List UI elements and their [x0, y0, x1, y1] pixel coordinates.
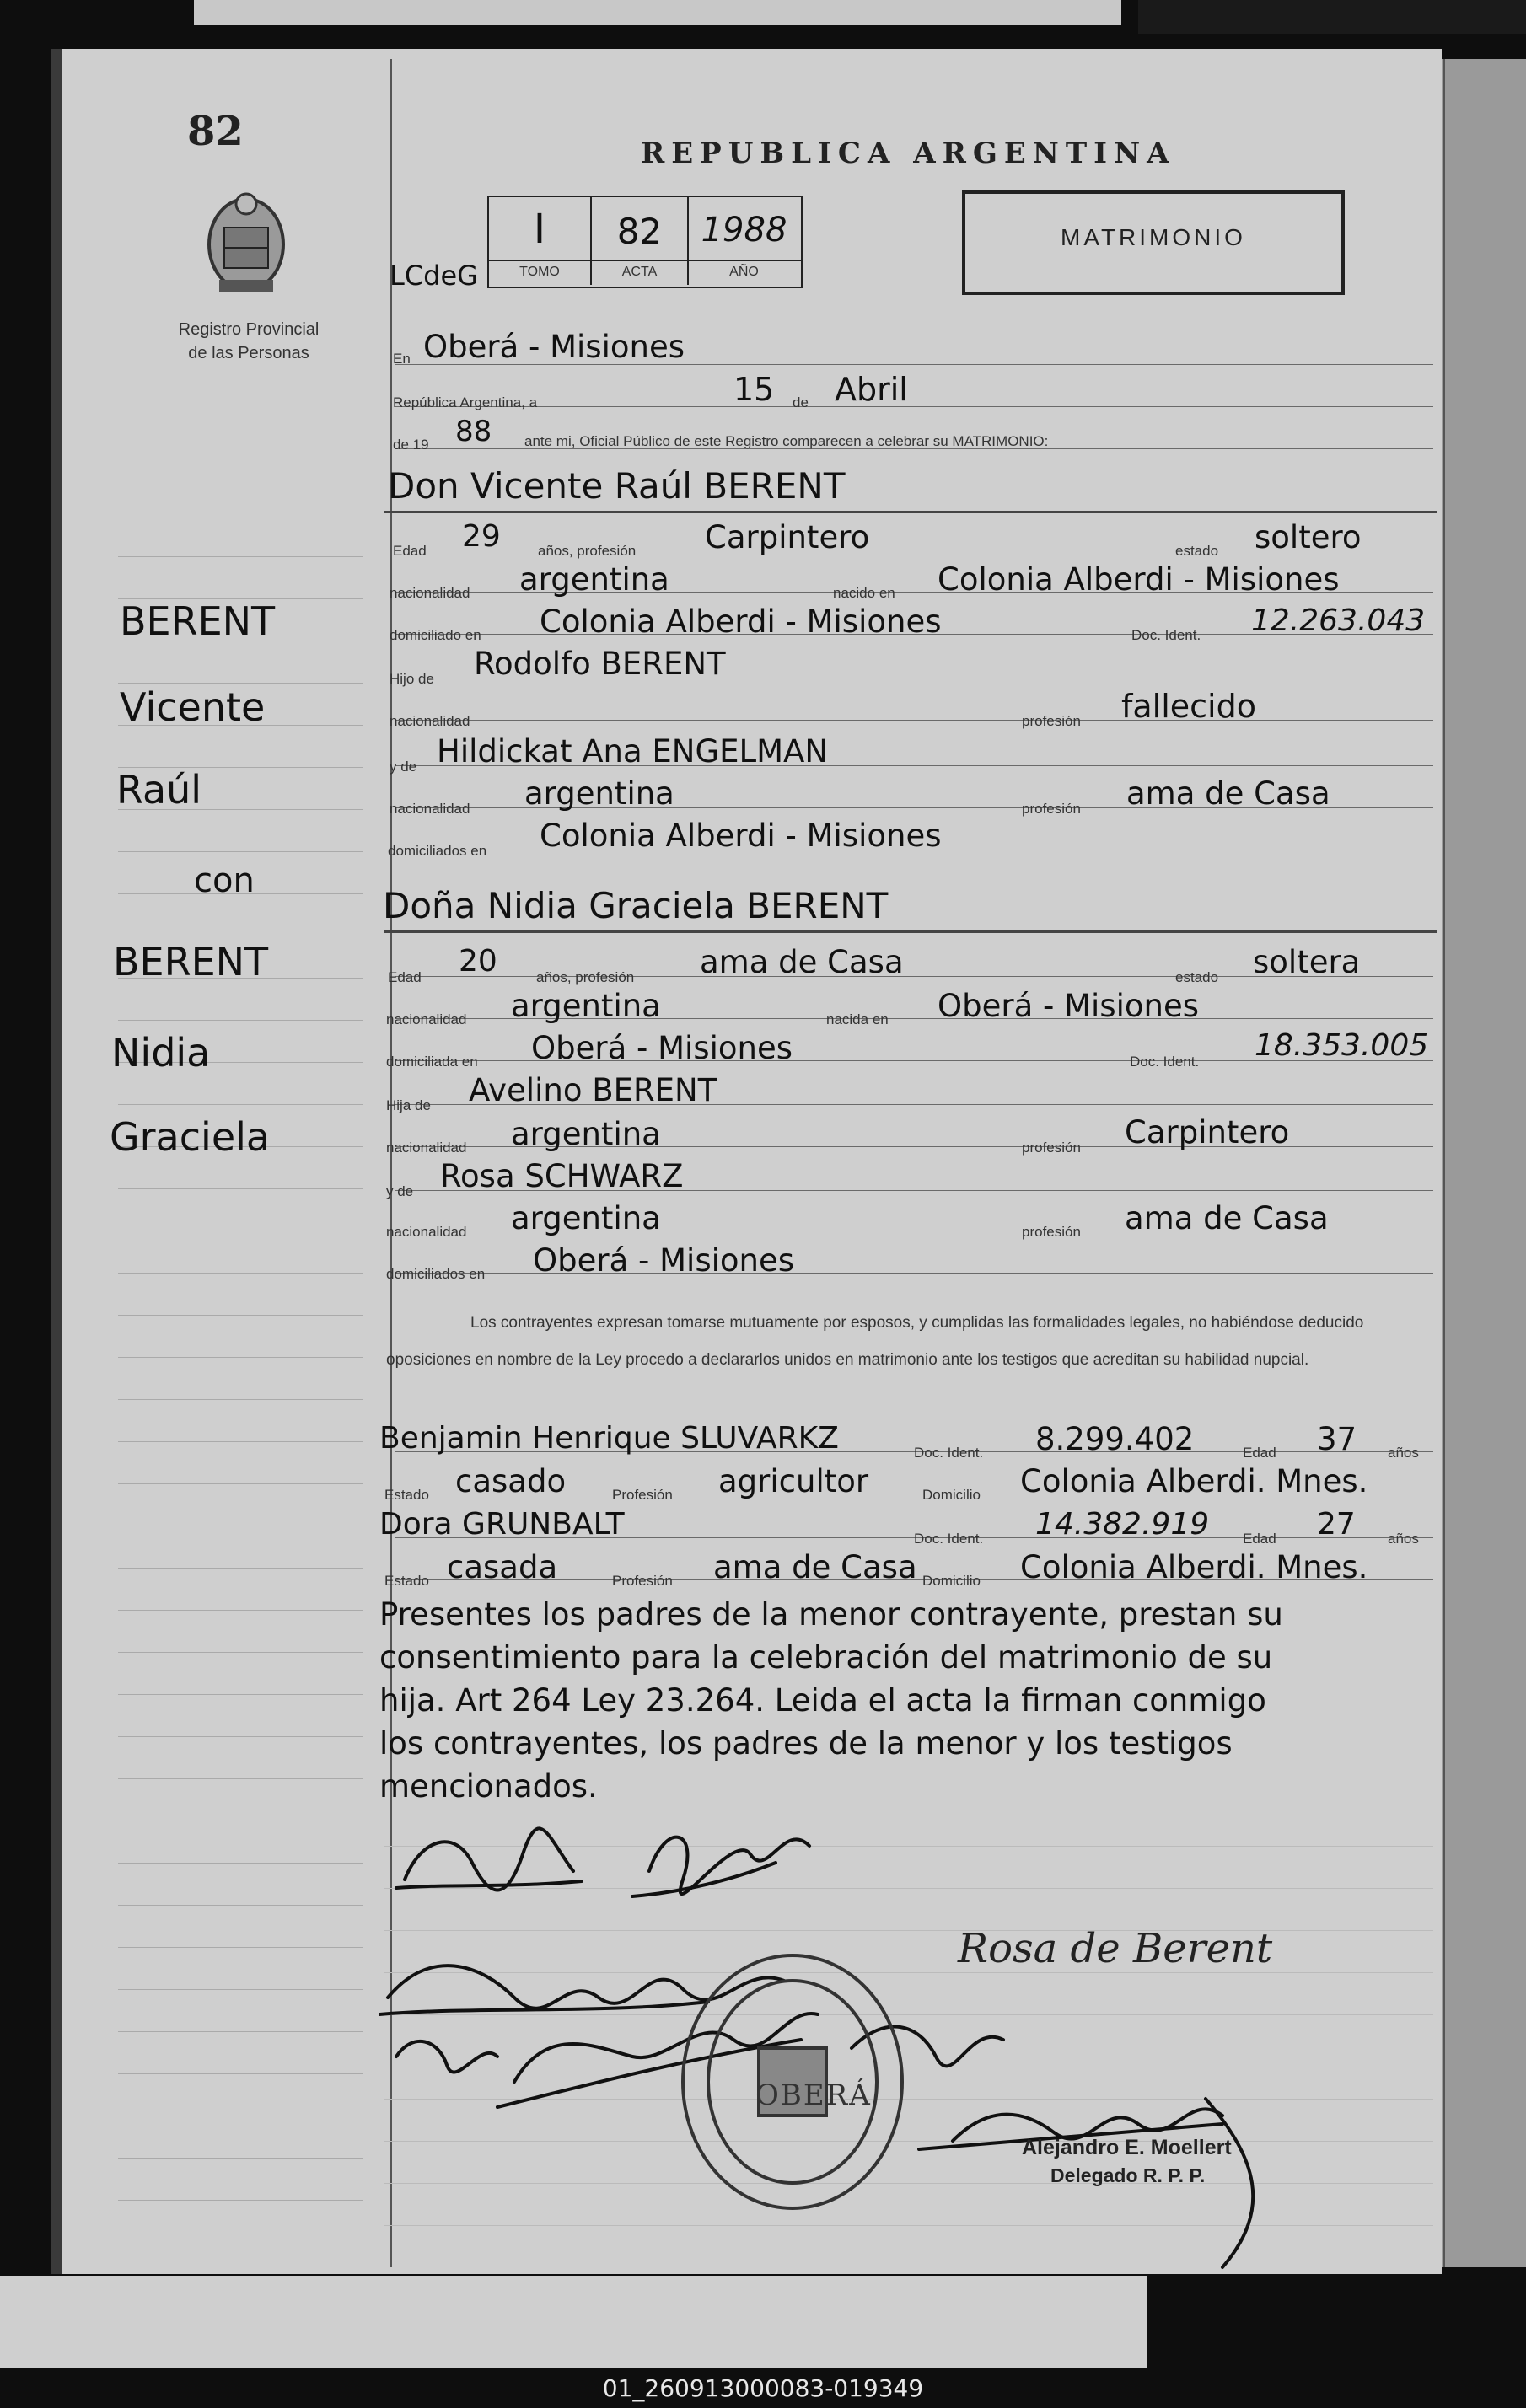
groom-nationality: argentina — [519, 561, 669, 598]
groom-name: Don Vicente Raúl BERENT — [388, 465, 846, 507]
bride-mother-prof-label: profesión — [1022, 1224, 1081, 1240]
margin-ruled-line — [118, 1568, 363, 1569]
bride-yde-label: y de — [386, 1183, 414, 1199]
margin-ruled-line — [118, 851, 363, 852]
notes-line-5: mencionados. — [379, 1768, 598, 1805]
groom-father-profession: fallecido — [1121, 688, 1256, 725]
bride-nacionalidad-label: nacionalidad — [386, 1011, 467, 1027]
witness2-status: casada — [447, 1549, 558, 1585]
year-prefix: de 19 — [393, 437, 429, 453]
witness1-doc: 8.299.402 — [1035, 1421, 1195, 1457]
en-label: En — [393, 351, 411, 367]
margin-name-3: Raúl — [116, 767, 202, 812]
groom-mother-nationality: argentina — [524, 775, 674, 812]
signatures-area — [379, 1804, 1442, 2276]
bride-doc: 18.353.005 — [1255, 1028, 1429, 1063]
witness2-domicilio-label: Domicilio — [922, 1573, 981, 1589]
right-border — [1443, 59, 1445, 2267]
year-suffix: 88 — [455, 415, 492, 448]
groom-nacionalidad-label: nacionalidad — [390, 585, 470, 601]
witness2-edad-label: Edad — [1243, 1531, 1276, 1547]
signature-name: Rosa de Berent — [958, 1925, 1273, 1972]
page-below-edge — [0, 2276, 1147, 2368]
margin-ruled-line — [118, 1736, 363, 1737]
field-underline — [395, 720, 1433, 721]
page-number: 82 — [187, 108, 244, 155]
groom-nacido-label: nacido en — [833, 585, 895, 601]
margin-ruled-line — [118, 1652, 363, 1653]
registry-line1: Registro Provincial — [178, 320, 320, 339]
witness2-profession: ama de Casa — [713, 1549, 917, 1585]
field-underline — [395, 406, 1433, 407]
margin-ruled-line — [118, 1441, 363, 1442]
place: Oberá - Misiones — [423, 329, 685, 365]
bride-parents-domicile: Oberá - Misiones — [533, 1242, 795, 1279]
margin-ruled-line — [118, 1188, 363, 1189]
groom-father-nac-label: nacionalidad — [390, 713, 470, 729]
groom-doc: 12.263.043 — [1251, 603, 1426, 638]
bride-estado-label: estado — [1175, 969, 1219, 985]
margin-name-2: Vicente — [120, 684, 266, 730]
groom-mother-prof-label: profesión — [1022, 801, 1081, 817]
margin-ruled-line — [118, 2200, 363, 2201]
bride-father-nac-label: nacionalidad — [386, 1140, 467, 1156]
official-title: Delegado R. P. P. — [1050, 2164, 1206, 2186]
groom-domiciliado-label: domiciliado en — [390, 627, 481, 643]
margin-ruled-line — [118, 1863, 363, 1864]
ano-value: 1988 — [701, 211, 787, 249]
coat-of-arms-icon — [196, 185, 297, 303]
groom-doc-label: Doc. Ident. — [1131, 627, 1201, 643]
witness2-domicile: Colonia Alberdi. Mnes. — [1020, 1549, 1368, 1585]
groom-mother-name: Hildickat Ana ENGELMAN — [437, 733, 829, 770]
bride-nationality: argentina — [511, 988, 661, 1024]
notes-line-2: consentimiento para la celebración del matrimonio de su — [379, 1639, 1273, 1676]
margin-ruled-line — [118, 1315, 363, 1316]
page-above-edge — [194, 0, 1121, 25]
witness2-age: 27 — [1317, 1507, 1356, 1542]
witness1-profession: agricultor — [718, 1463, 869, 1499]
witness2-profesion-label: Profesión — [612, 1573, 673, 1589]
bride-father-prof-label: profesión — [1022, 1140, 1081, 1156]
declaration-text: Los contrayentes expresan tomarse mutuamente por esposos, y cumplidas las formalidades legales, no habiéndose deducido oposiciones en nombre de la Ley procedo a declararlos unidos en matrimonio ante los testigos que acreditan su habilidad nupcial. — [386, 1314, 1364, 1369]
ano-label: AÑO — [729, 265, 759, 279]
bride-profesion-label: años, profesión — [536, 969, 635, 985]
groom-mother-profession: ama de Casa — [1126, 775, 1330, 812]
margin-ruled-line — [118, 1989, 363, 1990]
next-page-edge — [1442, 59, 1526, 2267]
witness1-domicile: Colonia Alberdi. Mnes. — [1020, 1463, 1368, 1499]
record-type: MATRIMONIO — [1061, 224, 1246, 250]
bride-domicile: Oberá - Misiones — [531, 1030, 793, 1066]
margin-ruled-line — [118, 2158, 363, 2159]
margin-ruled-line — [118, 1947, 363, 1948]
bride-hija-label: Hija de — [386, 1097, 431, 1113]
margin-ruled-line — [118, 2073, 363, 2074]
de-label: de — [793, 394, 809, 410]
margin-name-6: Nidia — [111, 1030, 211, 1075]
margin-ruled-line — [118, 2031, 363, 2032]
margin-ruled-line — [118, 1694, 363, 1695]
groom-parents-dom-label: domiciliados en — [388, 843, 487, 859]
margin-ruled-line — [118, 1610, 363, 1611]
bride-birthplace: Oberá - Misiones — [938, 988, 1200, 1024]
background-corner — [1138, 0, 1526, 34]
margin-ruled-line — [118, 683, 363, 684]
groom-hijo-label: Hijo de — [390, 671, 434, 687]
witness2-estado-label: Estado — [384, 1573, 429, 1589]
acta-label: ACTA — [621, 265, 658, 279]
bride-nacida-label: nacida en — [826, 1011, 889, 1027]
bride-name: Doña Nidia Graciela BERENT — [383, 885, 889, 926]
margin-name-4: con — [194, 861, 255, 900]
bride-mother-name: Rosa SCHWARZ — [440, 1158, 684, 1194]
bride-civil-status: soltera — [1253, 944, 1361, 980]
notes-line-3: hija. Art 264 Ley 23.264. Leida el acta la firman conmigo — [379, 1682, 1266, 1719]
bride-father-name: Avelino BERENT — [469, 1072, 717, 1108]
book-code: LCdeG — [390, 260, 478, 292]
footer-code: 01_260913000083-019349 — [602, 2374, 924, 2402]
witness2-doc: 14.382.919 — [1035, 1507, 1210, 1542]
tomo-value: I — [533, 206, 546, 253]
country-heading: REPUBLICA ARGENTINA — [641, 137, 1176, 170]
tomo-label: TOMO — [519, 265, 560, 279]
bride-father-nationality: argentina — [511, 1116, 661, 1152]
registry-line2: de las Personas — [188, 344, 309, 362]
groom-father-name: Rodolfo BERENT — [474, 646, 726, 682]
intro-text: ante mi, Oficial Público de este Registro comparecen a celebrar su MATRIMONIO: — [524, 433, 1049, 449]
groom-estado-label: estado — [1175, 543, 1219, 559]
margin-ruled-line — [118, 1273, 363, 1274]
groom-age: 29 — [462, 519, 501, 554]
bride-mother-nationality: argentina — [511, 1200, 661, 1236]
witness1-anos-label: años — [1388, 1445, 1419, 1461]
witness1-name: Benjamin Henrique SLUVARKZ — [379, 1421, 839, 1456]
witness1-age: 37 — [1317, 1421, 1357, 1457]
bride-profession: ama de Casa — [700, 944, 904, 980]
groom-birthplace: Colonia Alberdi - Misiones — [938, 561, 1340, 598]
bride-parents-dom-label: domiciliados en — [386, 1266, 486, 1282]
republica-label: República Argentina, a — [393, 394, 538, 410]
margin-name-5: BERENT — [113, 939, 269, 984]
witness2-name: Dora GRUNBALT — [379, 1507, 625, 1542]
bride-edad-label: Edad — [388, 969, 422, 985]
margin-ruled-line — [118, 1357, 363, 1358]
witness1-edad-label: Edad — [1243, 1445, 1276, 1461]
bride-mother-nac-label: nacionalidad — [386, 1224, 467, 1240]
groom-profesion-label: años, profesión — [538, 543, 637, 559]
witness1-doc-label: Doc. Ident. — [914, 1445, 984, 1461]
month: Abril — [835, 371, 908, 408]
margin-name-1: BERENT — [120, 598, 276, 644]
official-name: Alejandro E. Moellert — [1022, 2136, 1232, 2159]
bride-father-profession: Carpintero — [1125, 1114, 1290, 1150]
margin-ruled-line — [118, 1399, 363, 1400]
margin-name-7: Graciela — [110, 1114, 271, 1160]
bride-domiciliada-label: domiciliada en — [386, 1054, 478, 1070]
groom-mother-nac-label: nacionalidad — [390, 801, 470, 817]
groom-edad-label: Edad — [393, 543, 427, 559]
acta-value: 82 — [616, 211, 663, 252]
margin-ruled-line — [118, 1020, 363, 1021]
notes-line-1: Presentes los padres de la menor contrayente, prestan su — [379, 1596, 1283, 1633]
margin-ruled-line — [118, 1905, 363, 1906]
groom-parents-domicile: Colonia Alberdi - Misiones — [540, 818, 942, 854]
margin-ruled-line — [118, 1104, 363, 1105]
margin-ruled-line — [118, 1778, 363, 1779]
witness1-domicilio-label: Domicilio — [922, 1487, 981, 1503]
witness1-estado-label: Estado — [384, 1487, 429, 1503]
notes-block — [379, 1593, 1442, 1808]
bride-age: 20 — [459, 944, 497, 979]
notes-line-4: los contrayentes, los padres de la menor y los testigos — [379, 1725, 1233, 1762]
groom-domicile: Colonia Alberdi - Misiones — [540, 603, 942, 640]
bride-mother-profession: ama de Casa — [1125, 1200, 1329, 1236]
witness1-profesion-label: Profesión — [612, 1487, 673, 1503]
witness1-status: casado — [455, 1463, 567, 1499]
groom-father-prof-label: profesión — [1022, 713, 1081, 729]
margin-ruled-line — [118, 556, 363, 557]
bride-doc-label: Doc. Ident. — [1130, 1054, 1200, 1070]
seal-text: OBERÁ — [755, 2078, 872, 2112]
groom-profession: Carpintero — [705, 519, 870, 555]
day: 15 — [733, 371, 775, 408]
groom-civil-status: soltero — [1255, 519, 1362, 555]
witness2-doc-label: Doc. Ident. — [914, 1531, 984, 1547]
groom-yde-label: y de — [390, 759, 417, 775]
witness2-anos-label: años — [1388, 1531, 1419, 1547]
margin-ruled-line — [118, 1483, 363, 1484]
